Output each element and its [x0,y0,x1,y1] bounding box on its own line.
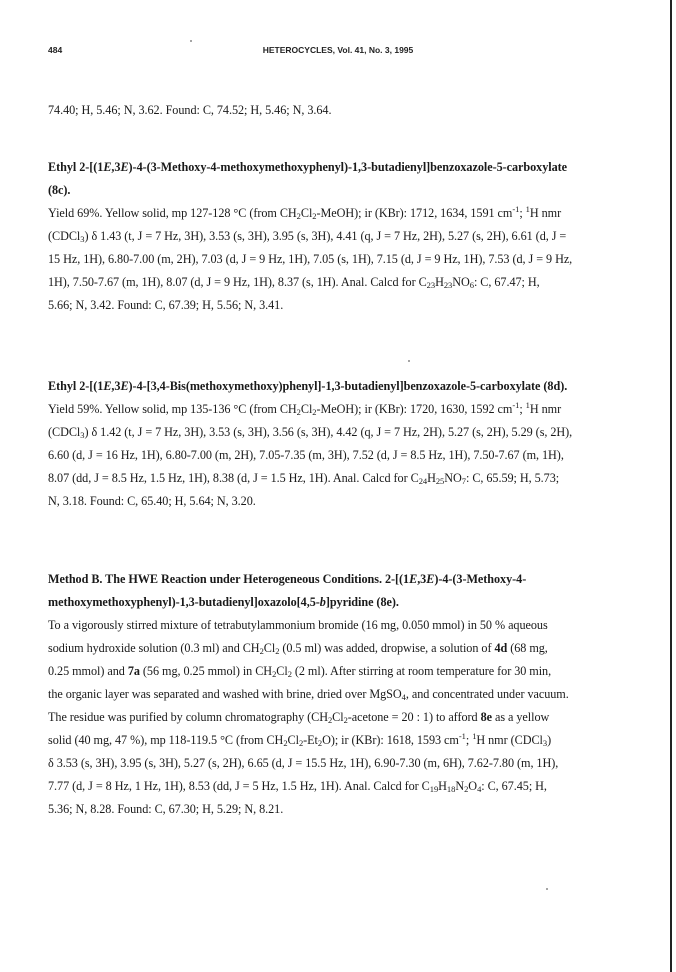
text-line: Yield 69%. Yellow solid, mp 127-128 °C (from $CH_2Cl_2-MeOH$); ir (KBr): 1712, 1634, 1591 $cm^{-1}$; $^1$H nmr [48,204,562,221]
scan-speck [190,40,192,42]
text-line: δ 3.53 (s, 3H), 3.95 (s, 3H), 5.27 (s, 2H), 6.65 (d, J = 15.5 Hz, 1H), 6.90-7.30 (m, 6H), 7.62-7.80 (m, 1H), [48,756,559,770]
text-line: Yield 59%. Yellow solid, mp 135-136 °C (from $CH_2Cl_2-MeOH$); ir (KBr): 1720, 1630, 1592 $cm^{-1}$; $^1$H nmr [48,400,562,417]
text-line: 0.25 mmol) and 7a (56 mg, 0.25 mmol) in $CH_2Cl_2$ (2 ml). After stirring at room temperature for 30 min, [48,664,552,679]
text-line: 8.07 (dd, J = 8.5 Hz, 1.5 Hz, 1H), 8.38 (d, J = 1.5 Hz, 1H). Anal. Calcd for $C_{24}H_{25}NO_7$: C, 65.59; H, 5.73; [48,471,560,486]
compound-8c-section [48,156,640,317]
text-line: sodium hydroxide solution (0.3 ml) and $CH_2Cl_2$ (0.5 ml) was added, dropwise, a solution of 4d (68 mg, [48,641,548,656]
text-line: 6.60 (d, J = 16 Hz, 1H), 6.80-7.00 (m, 2H), 7.05-7.35 (m, 3H), 7.52 (d, J = 8.5 Hz, 1H), 7.50-7.67 (m, 1H), [48,448,564,462]
text-line: 1H), 7.50-7.67 (m, 1H), 8.07 (d, J = 9 Hz, 1H), 8.37 (s, 1H). Anal. Calcd for $C_{23}H_{23}NO_6$: C, 67.47; H, [48,275,540,290]
text-line: 5.66; N, 3.42. Found: C, 67.39; H, 5.56; N, 3.41. [48,298,284,312]
text-line: The residue was purified by column chromatography ($CH_2Cl_2$-acetone = 20 : 1) to afford 8e as a yellow [48,710,550,725]
text-line: 74.40; H, 5.46; N, 3.62. Found: C, 74.52; H, 5.46; N, 3.64. [48,103,332,117]
text-line: the organic layer was separated and washed with brine, dried over MgSO$_4$, and concentrated under vacuum. [48,687,569,702]
text-line: (CDCl$_3$) δ 1.42 (t, J = 7 Hz, 3H), 3.53 (s, 3H), 3.56 (s, 3H), 4.42 (q, J = 7 Hz, 2H), 5.27 (s, 2H), 5.29 (s, 2H), [48,425,573,440]
text-line: To a vigorously stirred mixture of tetrabutylammonium bromide (16 mg, 0.050 mmol) in 50 % aqueous [48,618,548,632]
page-edge [670,0,672,972]
method-b-heading: Method B. The HWE Reaction under Heterogeneous Conditions. 2-[(1E,3E)-4-(3-Methoxy-4- [48,572,527,586]
text-line: 7.77 (d, J = 8 Hz, 1 Hz, 1H), 8.53 (dd, J = 5 Hz, 1.5 Hz, 1H). Anal. Calcd for $C_{19}H_{18}N_2O_4$: C, 67.45; H, [48,779,547,794]
text-line: 15 Hz, 1H), 6.80-7.00 (m, 2H), 7.03 (d, J = 9 Hz, 1H), 7.05 (s, 1H), 7.15 (d, J = 9 Hz, 1H), 7.53 (d, J = 9 Hz, [48,252,573,266]
page-number: 484 [48,45,63,55]
continuation-paragraph [48,99,640,122]
compound-8d-title: Ethyl 2-[(1E,3E)-4-[3,4-Bis(methoxymethoxy)phenyl]-1,3-butadienyl]benzoxazole-5-carboxylate (8d). [48,379,568,393]
text-line: N, 3.18. Found: C, 65.40; H, 5.64; N, 3.20. [48,494,256,508]
journal-title: HETEROCYCLES, Vol. 41, No. 3, 1995 [262,45,414,55]
compound-8e-title: methoxymethoxyphenyl)-1,3-butadienyl]oxazolo[4,5-b]pyridine (8e). [48,595,399,609]
scan-speck [408,360,410,362]
scan-speck [546,888,548,890]
compound-8c-title: Ethyl 2-[(1E,3E)-4-(3-Methoxy-4-methoxymethoxyphenyl)-1,3-butadienyl]benzoxazole-5-carboxylate [48,160,567,174]
compound-8d-section [48,375,640,513]
text-line: solid (40 mg, 47 %), mp 118-119.5 °C (from $CH_2Cl_2-Et_2O$); ir (KBr): 1618, 1593 $cm^{-1}$; $^1$H nmr (CDCl$_3$) [48,731,552,748]
method-b-section [48,568,640,821]
compound-8c-label: (8c). [48,183,71,197]
text-line: 5.36; N, 8.28. Found: C, 67.30; H, 5.29; N, 8.21. [48,802,284,816]
text-line: (CDCl$_3$) δ 1.43 (t, J = 7 Hz, 3H), 3.53 (s, 3H), 3.95 (s, 3H), 4.41 (q, J = 7 Hz, 2H), 5.27 (s, 2H), 6.61 (d, J = [48,229,567,244]
